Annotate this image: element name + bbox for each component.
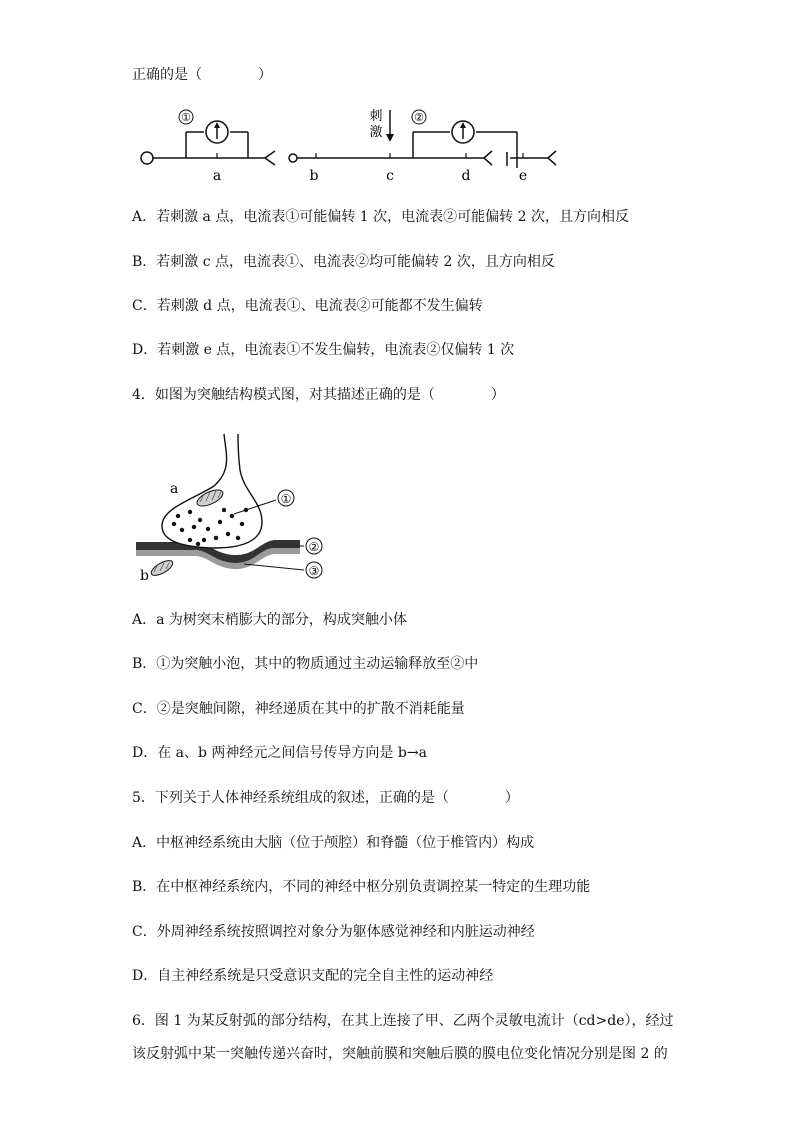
q4-option-a: A．a 为树突末梢膨大的部分，构成突触小体 xyxy=(132,612,407,628)
callout-1: ① xyxy=(280,492,292,506)
q4-option-b: B．①为突触小泡，其中的物质通过主动运输释放至②中 xyxy=(132,656,479,672)
label-a: a xyxy=(170,481,179,497)
q3-neuron-figure xyxy=(130,106,570,186)
mitochondrion-icon xyxy=(149,558,175,579)
q5-option-c: C．外周神经系统按照调控对象分为躯体感觉神经和内脏运动神经 xyxy=(132,924,535,940)
q3-stem-tail: 正确的是（ ） xyxy=(132,67,272,83)
point-a-label: a xyxy=(212,168,222,184)
stim-label-1: 刺 xyxy=(369,109,383,124)
neuron1-soma xyxy=(141,152,153,164)
q3-option-d: D．若刺激 e 点，电流表①不发生偏转，电流表②仅偏转 1 次 xyxy=(132,342,515,358)
point-e-label: e xyxy=(518,168,528,184)
q4-stem: 4．如图为突触结构模式图，对其描述正确的是（ ） xyxy=(132,387,505,403)
q5-option-a: A．中枢神经系统由大脑（位于颅腔）和脊髓（位于椎管内）构成 xyxy=(132,835,535,851)
point-d-label: d xyxy=(461,168,471,184)
point-c-label: c xyxy=(386,168,394,184)
point-b-label: b xyxy=(309,168,319,184)
q5-option-b: B．在中枢神经系统内，不同的神经中枢分别负责调控某一特定的生理功能 xyxy=(132,879,591,895)
q3-option-a: A．若刺激 a 点，电流表①可能偏转 1 次，电流表②可能偏转 2 次，且方向相反 xyxy=(132,209,629,225)
label-b: b xyxy=(140,568,149,584)
q5-option-d: D．自主神经系统是只受意识支配的完全自主性的运动神经 xyxy=(132,968,494,984)
q5-stem: 5．下列关于人体神经系统组成的叙述，正确的是（ ） xyxy=(132,790,519,806)
q3-option-b: B．若刺激 c 点，电流表①、电流表②均可能偏转 2 次，且方向相反 xyxy=(132,254,555,270)
q4-option-d: D．在 a、b 两神经元之间信号传导方向是 b→a xyxy=(132,745,427,761)
synapse-figure xyxy=(134,430,334,586)
q3-option-c: C．若刺激 d 点，电流表①、电流表②可能都不发生偏转 xyxy=(132,298,483,314)
neuron2-soma xyxy=(289,154,297,162)
stim-label-2: 激 xyxy=(369,125,383,140)
q6-stem-line1: 6．图 1 为某反射弧的部分结构，在其上连接了甲、乙两个灵敏电流计（cd>de），经过 xyxy=(132,1013,674,1029)
meter1-label: ① xyxy=(181,111,191,124)
callout-2: ② xyxy=(308,540,320,554)
meter2-label: ② xyxy=(414,111,424,124)
q6-stem-line2: 该反射弧中某一突触传递兴奋时，突触前膜和突触后膜的膜电位变化情况分别是图 2 的 xyxy=(132,1046,668,1062)
q4-option-c: C．②是突触间隙，神经递质在其中的扩散不消耗能量 xyxy=(132,701,465,717)
callout-3: ③ xyxy=(308,564,320,578)
